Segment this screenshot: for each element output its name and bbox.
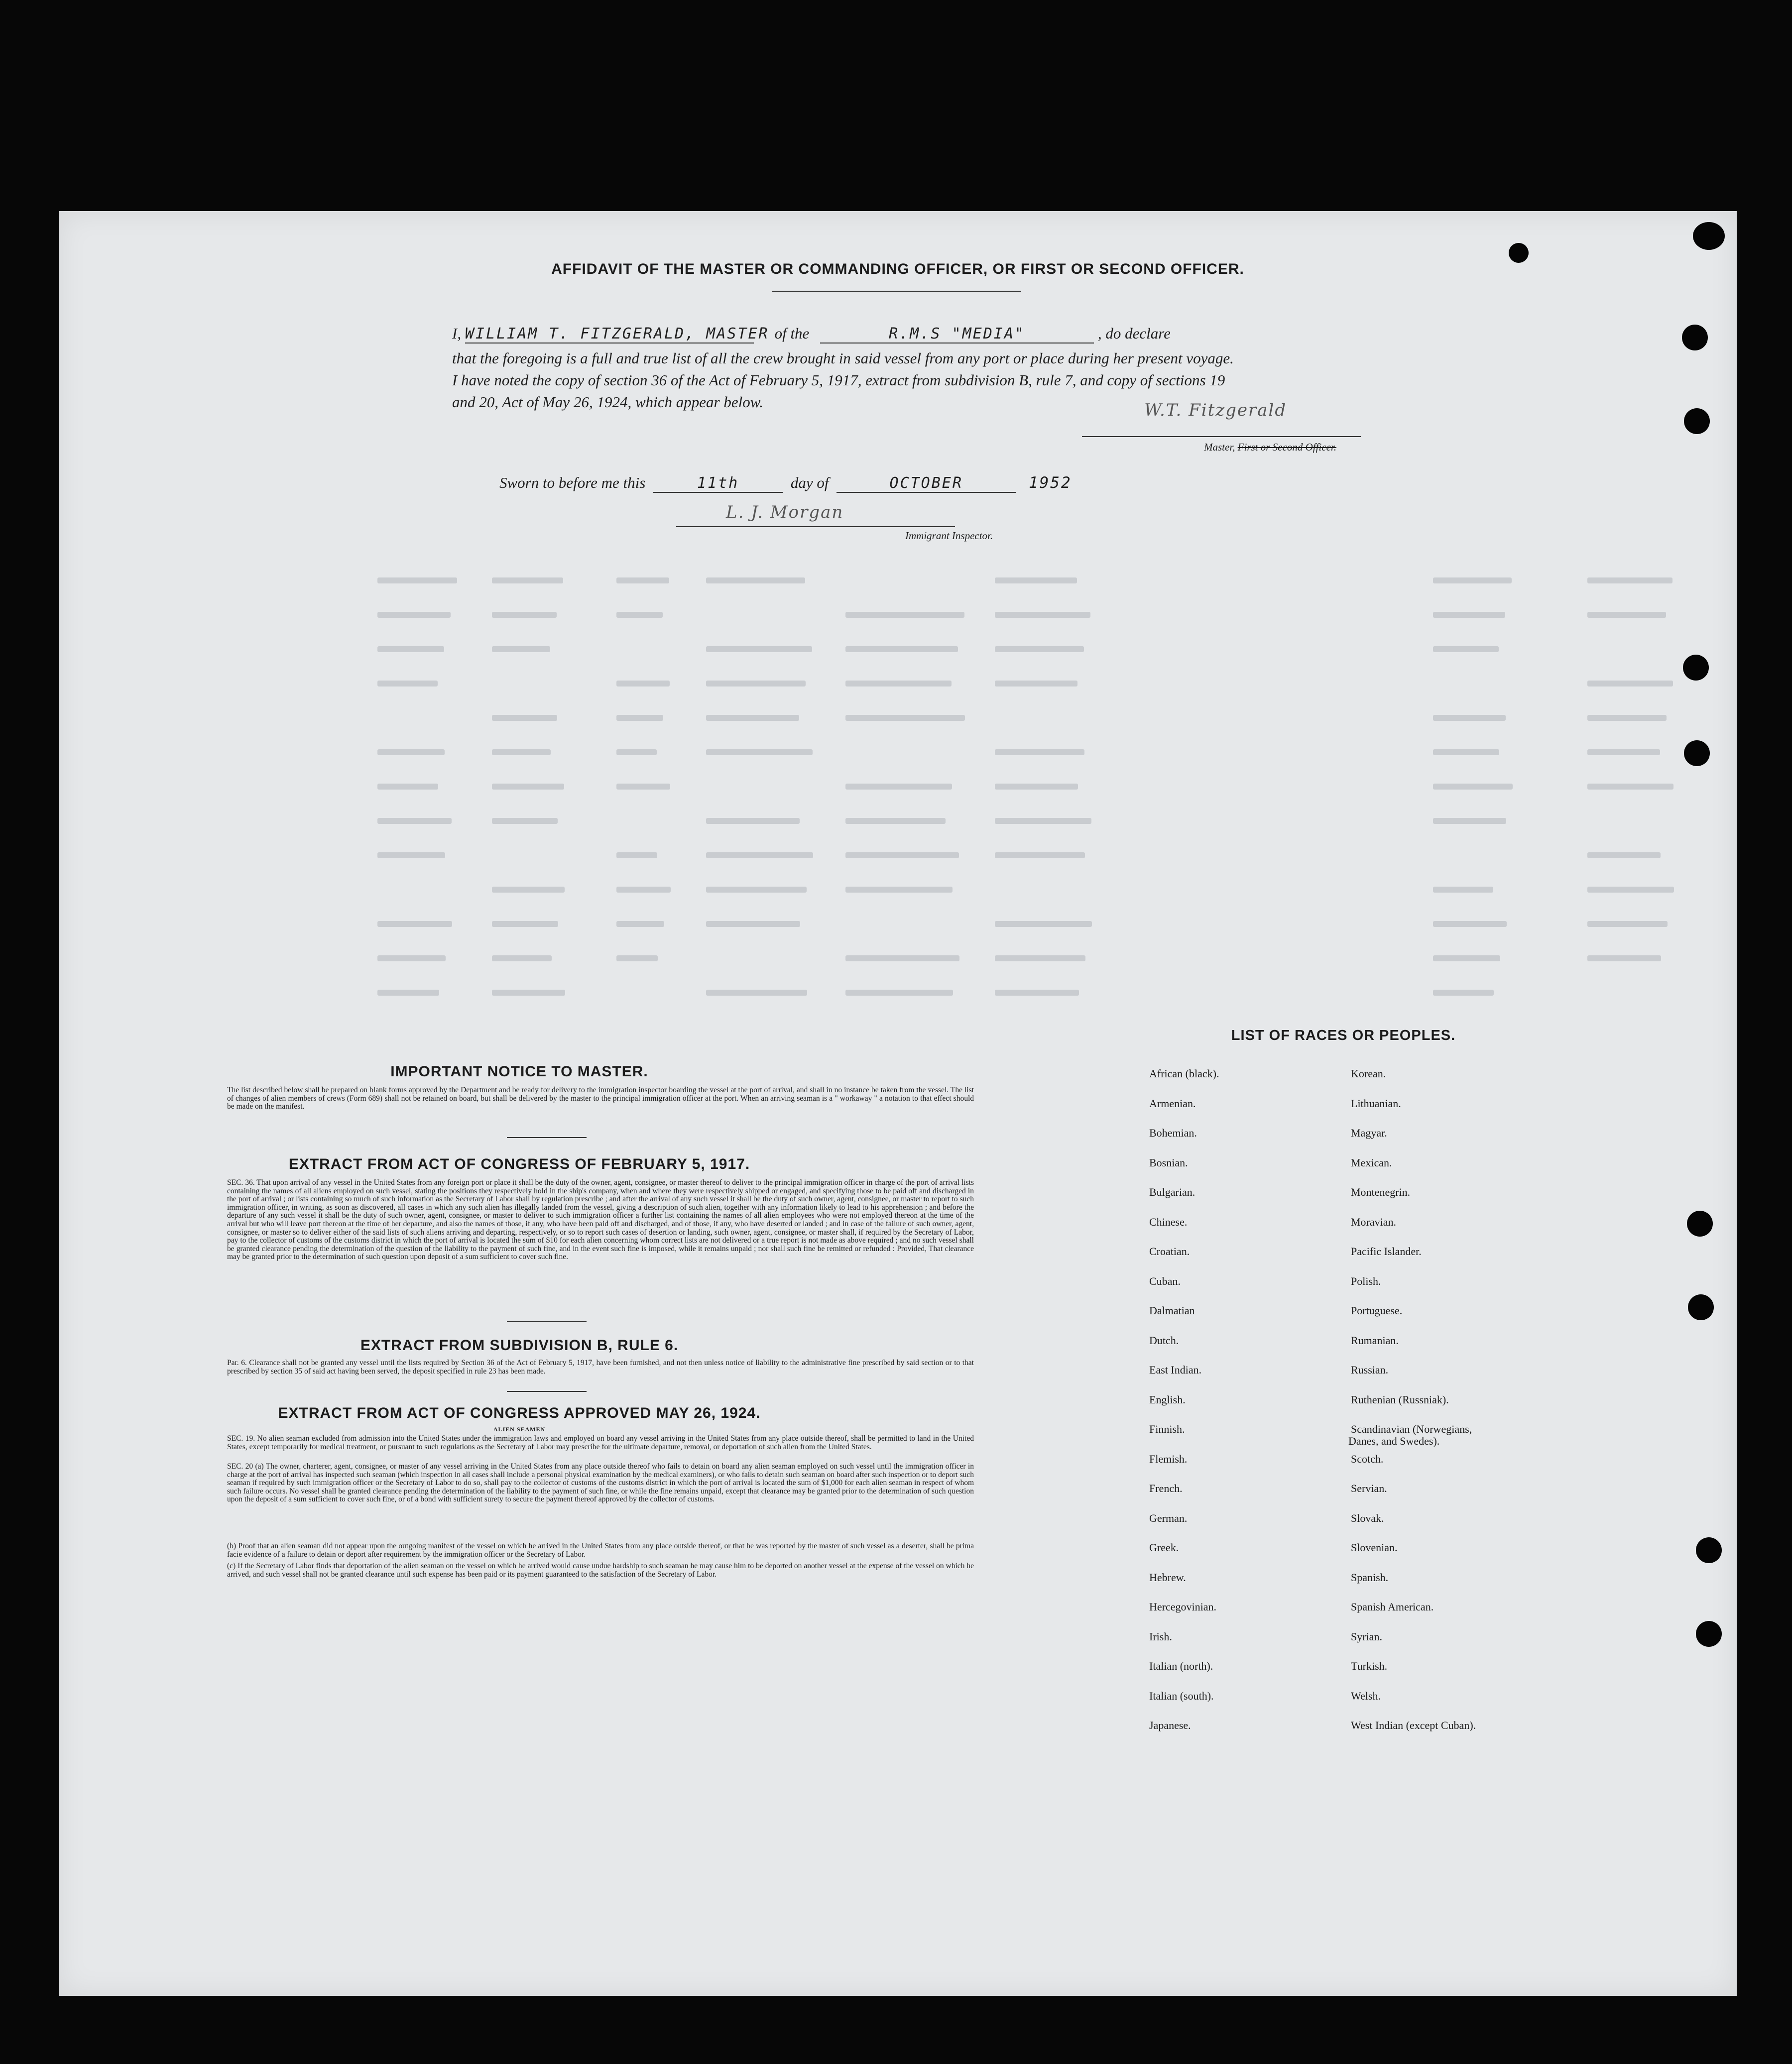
punch-hole xyxy=(1696,1537,1722,1563)
bleed-through-mark xyxy=(616,681,670,687)
bleed-through-mark xyxy=(995,990,1079,996)
bleed-through-row xyxy=(59,987,1737,999)
master-signature: W.T. Fitzgerald xyxy=(1144,400,1287,420)
punch-hole xyxy=(1682,325,1708,350)
do-declare-label: , do declare xyxy=(1097,325,1171,342)
bleed-through-row xyxy=(59,884,1737,896)
bleed-through-mark xyxy=(706,715,799,721)
bleed-through-row xyxy=(59,952,1737,964)
race-item: Danes, and Swedes). xyxy=(1348,1435,1440,1447)
bleed-through-mark xyxy=(1587,612,1666,618)
race-item: Servian. xyxy=(1351,1482,1387,1494)
race-item: Hebrew. xyxy=(1149,1571,1186,1584)
affidavit-title: AFFIDAVIT OF THE MASTER OR COMMANDING OFFICER, OR FIRST OR SECOND OFFICER. xyxy=(551,261,1244,277)
bleed-through-mark xyxy=(377,852,445,858)
rule6-title: EXTRACT FROM SUBDIVISION B, RULE 6. xyxy=(360,1337,679,1354)
rule6-body: Par. 6. Clearance shall not be granted any vessel until the lists required by Section 36 of the Act of February 5, 1917, have been furnished, and not then unless notice of liability to the administrative fine prescribed by said section or to that prescribed by section 35 of said act having been served, the deposit specified in rule 23 has been made. xyxy=(227,1359,974,1376)
bleed-through-mark xyxy=(492,990,565,996)
inspector-signature-line xyxy=(676,526,955,527)
race-item: Montenegrin. xyxy=(1351,1186,1411,1198)
bleed-through-mark xyxy=(1433,955,1500,961)
punch-hole xyxy=(1687,1211,1713,1237)
declaration-line-4: and 20, Act of May 26, 1924, which appear below. xyxy=(452,393,763,411)
extract-1917-body: SEC. 36. That upon arrival of any vessel in the United States from any foreign port or place it shall be the duty of the owner, agent, consignee, or master thereof to deliver to the principal immigration officer in charge of the port of arrival lists containing the names of all aliens employed on such vessel, stating the positions they respectively hold in the ship's company, when and where they were respectively shipped or engaged, and specifying those to be paid off and discharged in the port of arrival ; or lists containing so much of such information as the Secretary of Labor shall by regulation prescribe ; and after the arrival of any such vessel it shall be the duty of such owner, agent, consignee, or master to report to such immigration officer, in writing, as soon as discovered, all cases in which any such alien has illegally landed from the vessel, giving a description of such alien, together with any information likely to lead to his apprehension ; and before the departure of any such vessel it shall be the duty of such owner, agent, consignee, or master to deliver to such immigration officer a further list containing the names of all alien employees who were not employed thereon at the time of the arrival but who will leave port thereon at the time of her departure, and also the names of those, if any, who have been paid off and discharged, and of those, if any, who have deserted or landed ; and in case of the failure of such owner, agent, consignee, or master so to deliver either of the said lists of such aliens arriving and departing, respectively, or so to report such cases of desertion or landing, such owner, agent, consignee, or master shall, if required by the Secretary of Labor, pay to the collector of customs of the customs district in which the port of arrival is located the sum of $10 for each alien concerning whom correct lists are not delivered or a true report is not made as above required ; and no such vessel shall be granted clearance pending the determination of the question of the liability to the payment of such fine, and in the event such fine is imposed, while it remains unpaid ; nor shall such fine be remitted or refunded : Provided, That clearance may be granted prior to the determination of such question upon deposit of a sum sufficient to cover such fine. xyxy=(227,1178,974,1261)
bleed-through-mark xyxy=(1433,715,1506,721)
bleed-through-mark xyxy=(616,921,664,927)
bleed-through-mark xyxy=(492,955,552,961)
races-title: LIST OF RACES OR PEOPLES. xyxy=(1231,1028,1456,1043)
extract-1924-title: EXTRACT FROM ACT OF CONGRESS APPROVED MAY 26, 1924. xyxy=(278,1405,761,1421)
race-item: Korean. xyxy=(1351,1067,1386,1080)
bleed-through-mark xyxy=(845,818,946,824)
bleed-through-mark xyxy=(1587,852,1661,858)
race-item: Dalmatian xyxy=(1149,1304,1195,1317)
race-item: German. xyxy=(1149,1511,1188,1524)
race-item: Welsh. xyxy=(1351,1689,1381,1702)
notice-rule xyxy=(507,1137,587,1138)
race-item: Turkish. xyxy=(1351,1660,1388,1672)
of-the-label: of the xyxy=(774,325,810,342)
race-item: Scandinavian (Norwegians, xyxy=(1351,1423,1472,1435)
bleed-through-mark xyxy=(845,715,965,721)
race-item: Italian (south). xyxy=(1149,1689,1214,1702)
race-item: Scotch. xyxy=(1351,1452,1384,1465)
race-item: Slovenian. xyxy=(1351,1541,1398,1554)
bleed-through-mark xyxy=(492,577,563,583)
declaration-line-3: I have noted the copy of section 36 of the Act of February 5, 1917, extract from subdivision B, rule 7, and copy of sections 19 xyxy=(452,371,1225,389)
bleed-through-mark xyxy=(616,887,671,893)
sworn-year: 1952 xyxy=(1028,474,1072,492)
bleed-through-mark xyxy=(706,681,806,687)
race-item: Ruthenian (Russniak). xyxy=(1351,1393,1449,1406)
race-item: Moravian. xyxy=(1351,1215,1397,1228)
bleed-through-mark xyxy=(1433,577,1512,583)
race-item: Hercegovinian. xyxy=(1149,1601,1216,1613)
race-item: Bulgarian. xyxy=(1149,1186,1195,1198)
race-item: Italian (north). xyxy=(1149,1660,1213,1672)
sec20c-text: (c) If the Secretary of Labor finds that deportation of the alien seaman on the vessel on which he arrived would cause undue hardship to such seaman he may cause him to be deported on another vessel at the expense of the vessel on which he arrived, and such vessel shall not be granted clearance until such expense has been paid or its payment guaranteed to the satisfaction of the Secretary of Labor. xyxy=(227,1562,974,1579)
bleed-through-mark xyxy=(616,715,663,721)
race-item: Pacific Islander. xyxy=(1351,1245,1422,1258)
sec19-text: SEC. 19. No alien seaman excluded from admission into the United States under the immigration laws and employed on board any vessel arriving in the United States from any place outside thereof, shall be permitted to land in the United States, except temporarily for medical treatment, or pursuant to such regulations as the Secretary of Labor may prescribe for the ultimate departure, removal, or deportation of such alien from the United States. xyxy=(227,1434,974,1451)
bleed-through-mark xyxy=(995,955,1085,961)
bleed-through-mark xyxy=(995,577,1077,583)
bleed-through-mark xyxy=(616,955,658,961)
bleed-through-mark xyxy=(377,681,438,687)
bleed-through-mark xyxy=(995,852,1085,858)
bleed-through-mark xyxy=(377,818,452,824)
bleed-through-mark xyxy=(845,955,959,961)
bleed-through-mark xyxy=(1587,749,1660,755)
race-item: Russian. xyxy=(1351,1364,1389,1376)
vessel-name: R.M.S "MEDIA" xyxy=(820,325,1094,344)
master-signature-line xyxy=(1082,436,1361,437)
bleed-through-row xyxy=(59,849,1737,861)
bleed-through-mark xyxy=(995,921,1092,927)
bleed-through-mark xyxy=(845,784,952,790)
bleed-through-mark xyxy=(1587,887,1674,893)
bleed-through-mark xyxy=(1587,784,1673,790)
bleed-through-row xyxy=(59,781,1737,793)
bleed-through-mark xyxy=(706,921,800,927)
race-item: Armenian. xyxy=(1149,1097,1196,1110)
rule6-rule xyxy=(507,1391,587,1392)
bleed-through-row xyxy=(59,712,1737,724)
bleed-through-mark xyxy=(616,784,670,790)
notice-title: IMPORTANT NOTICE TO MASTER. xyxy=(390,1063,648,1080)
race-item: Cuban. xyxy=(1149,1274,1181,1287)
bleed-through-mark xyxy=(1433,921,1507,927)
bleed-through-mark xyxy=(492,818,558,824)
bleed-through-mark xyxy=(1433,784,1513,790)
bleed-through-mark xyxy=(706,577,805,583)
declaration-line-1 xyxy=(452,325,1438,344)
bleed-through-mark xyxy=(1433,887,1493,893)
race-item: Dutch. xyxy=(1149,1334,1179,1347)
alien-seamen-subhead: ALIEN SEAMEN xyxy=(493,1426,546,1433)
bleed-through-row xyxy=(59,643,1737,655)
bleed-through-mark xyxy=(492,784,564,790)
race-item: French. xyxy=(1149,1482,1183,1494)
bleed-through-mark xyxy=(706,990,807,996)
bleed-through-mark xyxy=(845,612,964,618)
bleed-through-mark xyxy=(995,681,1077,687)
bleed-through-mark xyxy=(706,818,800,824)
punch-hole xyxy=(1693,222,1725,250)
bleed-through-mark xyxy=(492,646,550,652)
bleed-through-mark xyxy=(492,749,551,755)
punch-hole xyxy=(1696,1621,1722,1647)
bleed-through-mark xyxy=(616,852,657,858)
day-of-label: day of xyxy=(790,474,829,491)
bleed-through-mark xyxy=(377,612,451,618)
sec20b-text: (b) Proof that an alien seaman did not appear upon the outgoing manifest of the vessel on which he arrived in the United States from any place outside thereof, or that he was reported by the master of such vessel as a deserter, shall be prima facie evidence of a failure to detain or deport after requirement by the immigration officer or the Secretary of Labor. xyxy=(227,1542,974,1559)
race-item: Rumanian. xyxy=(1351,1334,1399,1347)
sec20a-text: SEC. 20 (a) The owner, charterer, agent, consignee, or master of any vessel arriving in the United States from any place outside thereof who fails to detain on board any alien seaman employed on such vessel until the immigration officer in charge at the port of arrival has inspected such seaman (which inspection in all cases shall include a personal physical examination by the medical examiners), or who fails to detain such seaman on board after such inspection or to deport such seaman if required by such immigration officer or the Secretary of Labor to do so, shall pay to the collector of customs of the customs district in which the port of arrival is located the sum of $1,000 for each alien seaman in respect of whom such failure occurs. No vessel shall be granted clearance pending the determination of the liability to the payment of such fine, or while the fine remains unpaid, except that clearance may be granted prior to the determination of such question upon the deposit of a sum sufficient to cover such fine, or of a bond with sufficient surety to secure the payment thereof approved by the collector of customs. xyxy=(227,1462,974,1504)
race-item: Slovak. xyxy=(1351,1511,1384,1524)
bleed-through-mark xyxy=(1587,921,1668,927)
bleed-through-mark xyxy=(377,990,439,996)
bleed-through-mark xyxy=(377,784,438,790)
race-item: Polish. xyxy=(1351,1274,1381,1287)
race-item: Finnish. xyxy=(1149,1423,1185,1435)
inspector-label: Immigrant Inspector. xyxy=(905,530,993,542)
document-page xyxy=(59,211,1737,1996)
master-label: Master, First or Second Officer. xyxy=(1204,441,1336,453)
bleed-through-row xyxy=(59,609,1737,621)
bleed-through-row xyxy=(59,815,1737,827)
bleed-through-mark xyxy=(845,852,959,858)
race-item: East Indian. xyxy=(1149,1364,1202,1376)
race-item: Japanese. xyxy=(1149,1719,1191,1731)
race-item: Bohemian. xyxy=(1149,1127,1197,1139)
bleed-through-mark xyxy=(1433,646,1499,652)
race-item: Mexican. xyxy=(1351,1156,1392,1169)
race-item: Bosnian. xyxy=(1149,1156,1188,1169)
race-item: Spanish American. xyxy=(1351,1601,1434,1613)
bleed-through-mark xyxy=(1587,577,1673,583)
title-rule xyxy=(772,291,1021,292)
bleed-through-mark xyxy=(1433,818,1506,824)
extract-1917-rule xyxy=(507,1321,587,1322)
race-item: English. xyxy=(1149,1393,1186,1406)
race-item: African (black). xyxy=(1149,1067,1219,1080)
declarant-name: WILLIAM T. FITZGERALD, MASTER xyxy=(465,325,769,343)
bleed-through-mark xyxy=(995,749,1084,755)
bleed-through-mark xyxy=(377,921,452,927)
sworn-month: OCTOBER xyxy=(836,474,1016,493)
bleed-through-mark xyxy=(1433,749,1499,755)
extract-1917-title: EXTRACT FROM ACT OF CONGRESS OF FEBRUARY 5, 1917. xyxy=(288,1156,750,1172)
punch-hole xyxy=(1684,740,1710,766)
bleed-through-mark xyxy=(845,681,952,687)
punch-hole xyxy=(1683,655,1709,681)
punch-hole xyxy=(1684,408,1710,434)
punch-hole xyxy=(1509,243,1529,263)
bleed-through-row xyxy=(59,678,1737,689)
sworn-day: 11th xyxy=(653,474,783,493)
declaration-line-2: that the foregoing is a full and true list of all the crew brought in said vessel from any port or place during her present voyage. xyxy=(452,349,1234,367)
bleed-through-row xyxy=(59,746,1737,758)
bleed-through-mark xyxy=(1587,715,1667,721)
punch-hole xyxy=(1688,1294,1714,1320)
bleed-through-mark xyxy=(616,577,669,583)
bleed-through-mark xyxy=(377,749,445,755)
bleed-through-mark xyxy=(492,921,558,927)
bleed-through-mark xyxy=(995,818,1091,824)
bleed-through-mark xyxy=(492,612,557,618)
bleed-through-mark xyxy=(995,784,1078,790)
race-item: Magyar. xyxy=(1351,1127,1387,1139)
declarant-prefix: I, xyxy=(452,325,462,342)
race-item: Syrian. xyxy=(1351,1630,1382,1643)
bleed-through-mark xyxy=(1433,612,1505,618)
bleed-through-mark xyxy=(377,955,446,961)
bleed-through-mark xyxy=(845,990,953,996)
bleed-through-mark xyxy=(377,577,457,583)
sworn-prefix: Sworn to before me this xyxy=(499,474,646,491)
bleed-through-mark xyxy=(845,887,953,893)
bleed-through-mark xyxy=(492,715,557,721)
race-item: Portuguese. xyxy=(1351,1304,1403,1317)
bleed-through-row xyxy=(59,574,1737,586)
bleed-through-mark xyxy=(706,646,812,652)
bleed-through-mark xyxy=(1587,681,1673,687)
race-item: Croatian. xyxy=(1149,1245,1190,1258)
bleed-through-mark xyxy=(1433,990,1494,996)
race-item: Chinese. xyxy=(1149,1215,1188,1228)
race-item: Flemish. xyxy=(1149,1452,1188,1465)
inspector-signature: L. J. Morgan xyxy=(726,502,844,522)
bleed-through-mark xyxy=(706,887,807,893)
race-item: Greek. xyxy=(1149,1541,1179,1554)
notice-body: The list described below shall be prepared on blank forms approved by the Department and be ready for delivery to the immigration inspector boarding the vessel at the port of arrival, and shall in no instance be taken from the vessel. The list of changes of alien members of crews (Form 689) shall not be retained on board, but shall be delivered by the master to the principal immigration officer at the port. When an arriving seaman is a " workaway " a notation to that effect should be made on the manifest. xyxy=(227,1086,974,1111)
sworn-line xyxy=(499,474,1196,493)
bleed-through-mark xyxy=(706,852,813,858)
race-item: West Indian (except Cuban). xyxy=(1351,1719,1476,1731)
bleed-through-mark xyxy=(1587,955,1661,961)
race-item: Lithuanian. xyxy=(1351,1097,1401,1110)
bleed-through-mark xyxy=(616,612,663,618)
bleed-through-mark xyxy=(492,887,565,893)
bleed-through-mark xyxy=(995,612,1090,618)
bleed-through-mark xyxy=(995,646,1084,652)
race-item: Spanish. xyxy=(1351,1571,1389,1584)
bleed-through-mark xyxy=(616,749,657,755)
bleed-through-row xyxy=(59,918,1737,930)
race-item: Irish. xyxy=(1149,1630,1172,1643)
bleed-through-mark xyxy=(706,749,813,755)
bleed-through-mark xyxy=(377,646,444,652)
bleed-through-mark xyxy=(845,646,958,652)
